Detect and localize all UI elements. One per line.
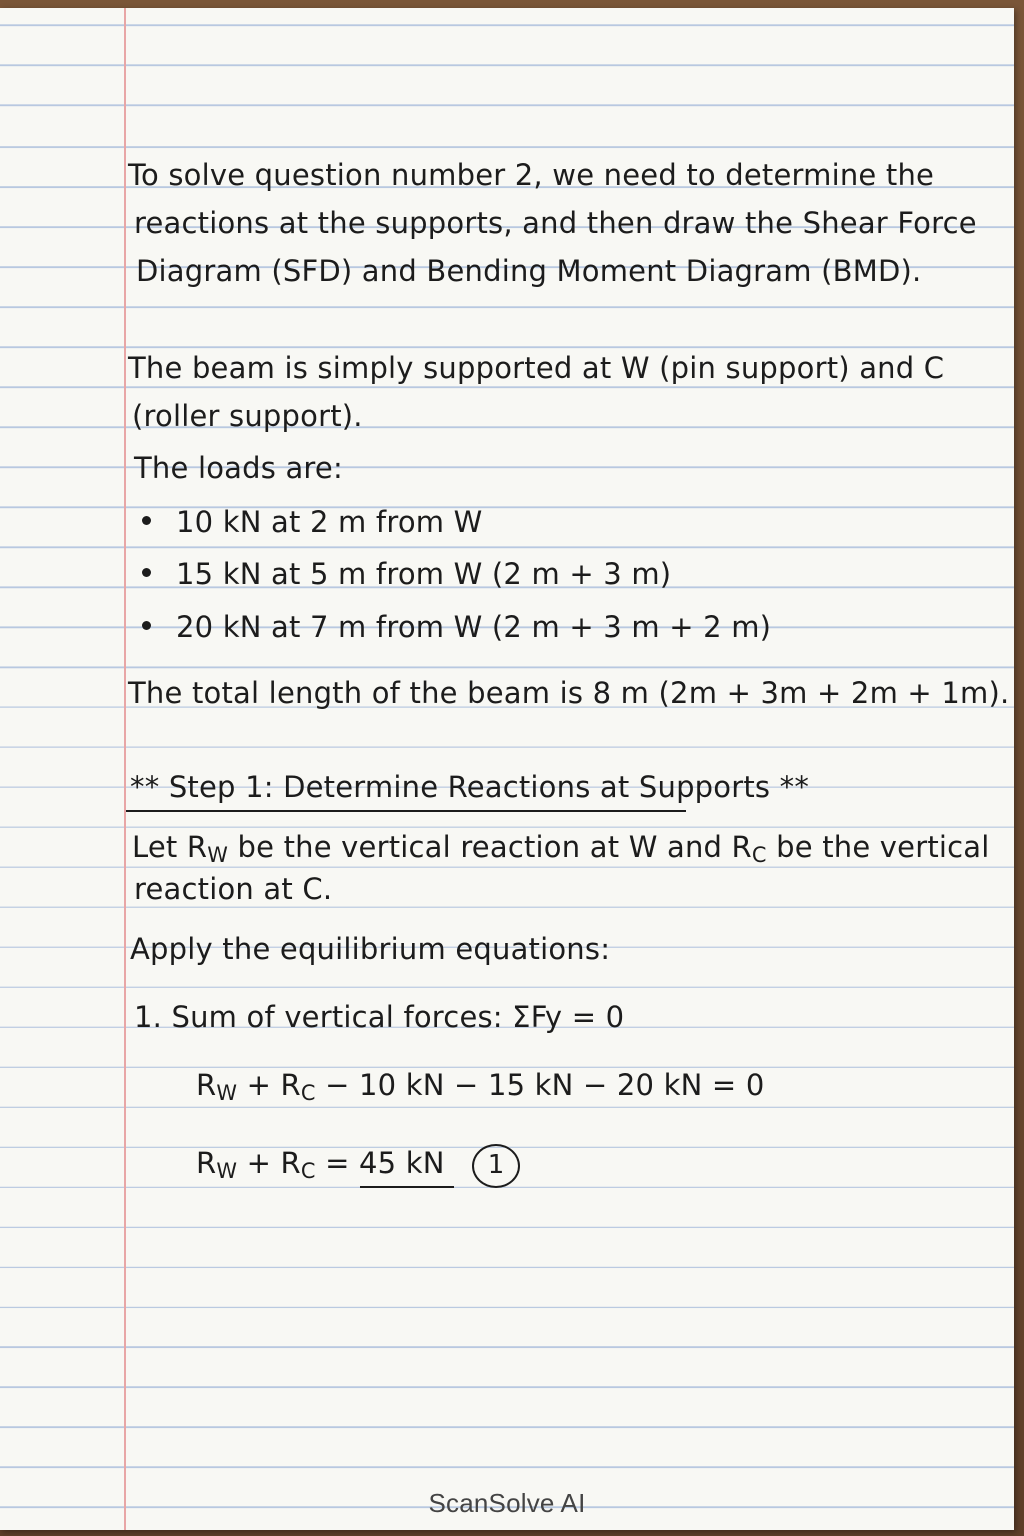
bullet-icon [142,621,151,630]
margin-line [124,8,126,1530]
load-item-1: 10 kN at 2 m from W [176,505,483,539]
equation-number-circle: 1 [472,1144,520,1188]
brand-label: ScanSolve AI [428,1488,586,1518]
load-item-2: 15 kN at 5 m from W (2 m + 3 m) [176,557,672,591]
bullet-icon [142,568,151,577]
beam-line-1: The beam is simply supported at W (pin support) and C [128,351,945,385]
intro-line-1: To solve question number 2, we need to determine the [128,158,935,192]
equation-sum-forces: $R_W + R_C - 10$ kN − 15 kN − 20 kN = 0 [196,1068,765,1106]
step1-heading: ** Step 1: Determine Reactions at Supports ** [130,770,810,804]
intro-line-3: Diagram (SFD) and Bending Moment Diagram (BMD). [136,254,922,288]
beam-line-2: (roller support). [132,399,363,433]
heading-underline [126,810,686,812]
bullet-icon [142,516,151,525]
loads-title: The loads are: [134,451,343,485]
equation-result: $R_W + R_C = 45$ kN [196,1146,445,1184]
notebook-page [0,8,1014,1530]
let-line-2: reaction at C. [134,872,333,906]
result-value: 45 kN [359,1146,445,1180]
load-item-3: 20 kN at 7 m from W (2 m + 3 m + 2 m) [176,610,772,644]
apply-equations: Apply the equilibrium equations: [130,932,611,966]
total-length: The total length of the beam is 8 m (2m + 3m + 2m + 1m). [128,676,1010,710]
result-underline [360,1186,454,1188]
equation-item-1: 1. Sum of vertical forces: ΣFy = 0 [134,1000,625,1034]
let-line-1: Let $R_W$ be the vertical reaction at W and $R_C$ be the vertical [132,830,990,868]
intro-line-2: reactions at the supports, and then draw the Shear Force [134,206,977,240]
